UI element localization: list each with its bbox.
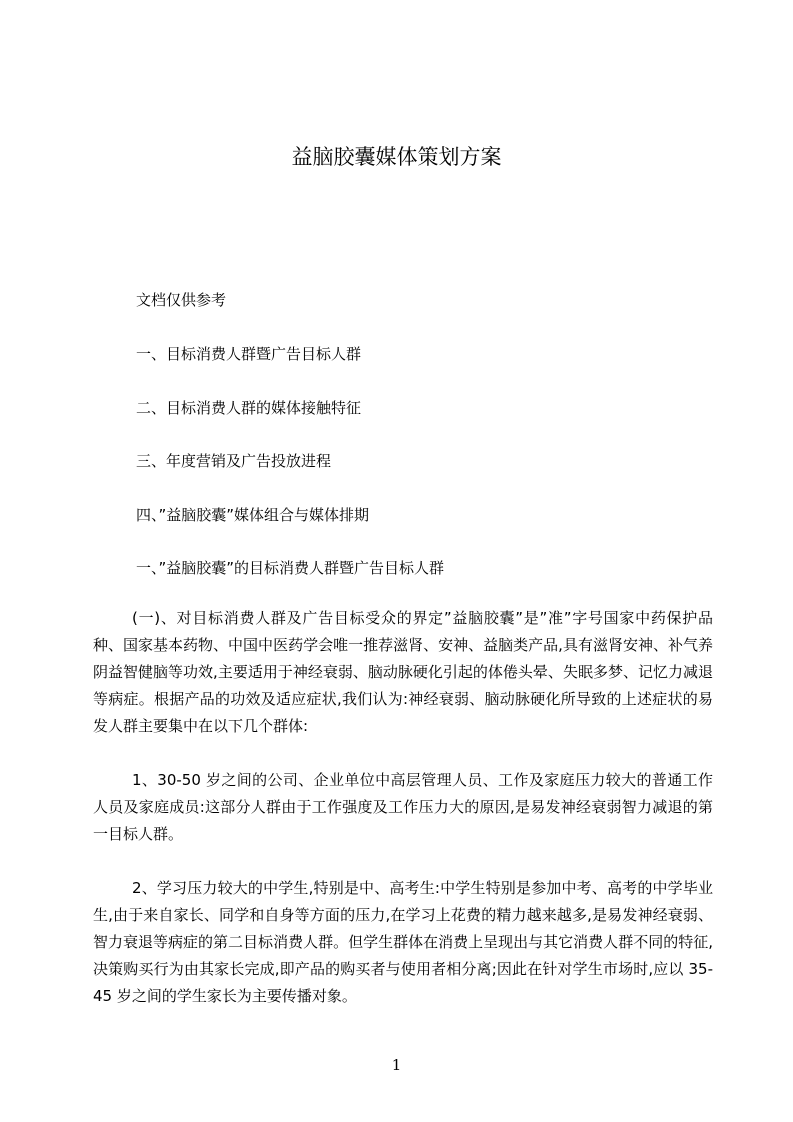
body-paragraph: (一)、对目标消费人群及广告目标受众的界定”益脑胶囊”是”准”字号国家中药保护品种、国家基本药物、中国中医药学会唯一推荐滋肾、安神、益脑类产品,具有滋肾安神、补气养阴益智健脑等功效,主要适用于神经衰弱、脑动脉硬化引起的体倦头晕、失眠多梦、记忆力减退等病症。根据产品的功效及适应症状,我们认为:神经衰弱、脑动脉硬化所导致的上述症状的易发人群主要集中在以下几个群体: [93, 609, 713, 735]
page-number: 1 [391, 1056, 402, 1074]
body-paragraph: 1、30-50 岁之间的公司、企业单位中高层管理人员、工作及家庭压力较大的普通工作人员及家庭成员:这部分人群由于工作强度及工作压力大的原因,是易发神经衰弱智力减退的第一目标人群。 [93, 771, 713, 843]
outline-item-1: 一、目标消费人群暨广告目标人群 [136, 345, 362, 363]
outline-item-3: 三、年度营销及广告投放进程 [136, 452, 332, 470]
outline-item-4: 四、”益脑胶囊”媒体组合与媒体排期 [136, 506, 370, 524]
body-paragraph: 2、学习压力较大的中学生,特别是中、高考生:中学生特别是参加中考、高考的中学毕业生,由于来自家长、同学和自身等方面的压力,在学习上花费的精力越来越多,是易发神经衰弱、智力衰退等病症的第二目标消费人群。但学生群体在消费上呈现出与其它消费人群不同的特征,决策购买行为由其家长完成,即产品的购买者与使用者相分离;因此在针对学生市场时,应以 35-45 岁之间的学生家长为主要传播对象。 [93, 879, 713, 1005]
document-title: 益脑胶囊媒体策划方案 [291, 145, 502, 169]
note-line: 文档仅供参考 [136, 291, 227, 309]
section-heading: 一、”益脑胶囊”的目标消费人群暨广告目标人群 [136, 559, 445, 577]
outline-item-2: 二、目标消费人群的媒体接触特征 [136, 399, 362, 417]
